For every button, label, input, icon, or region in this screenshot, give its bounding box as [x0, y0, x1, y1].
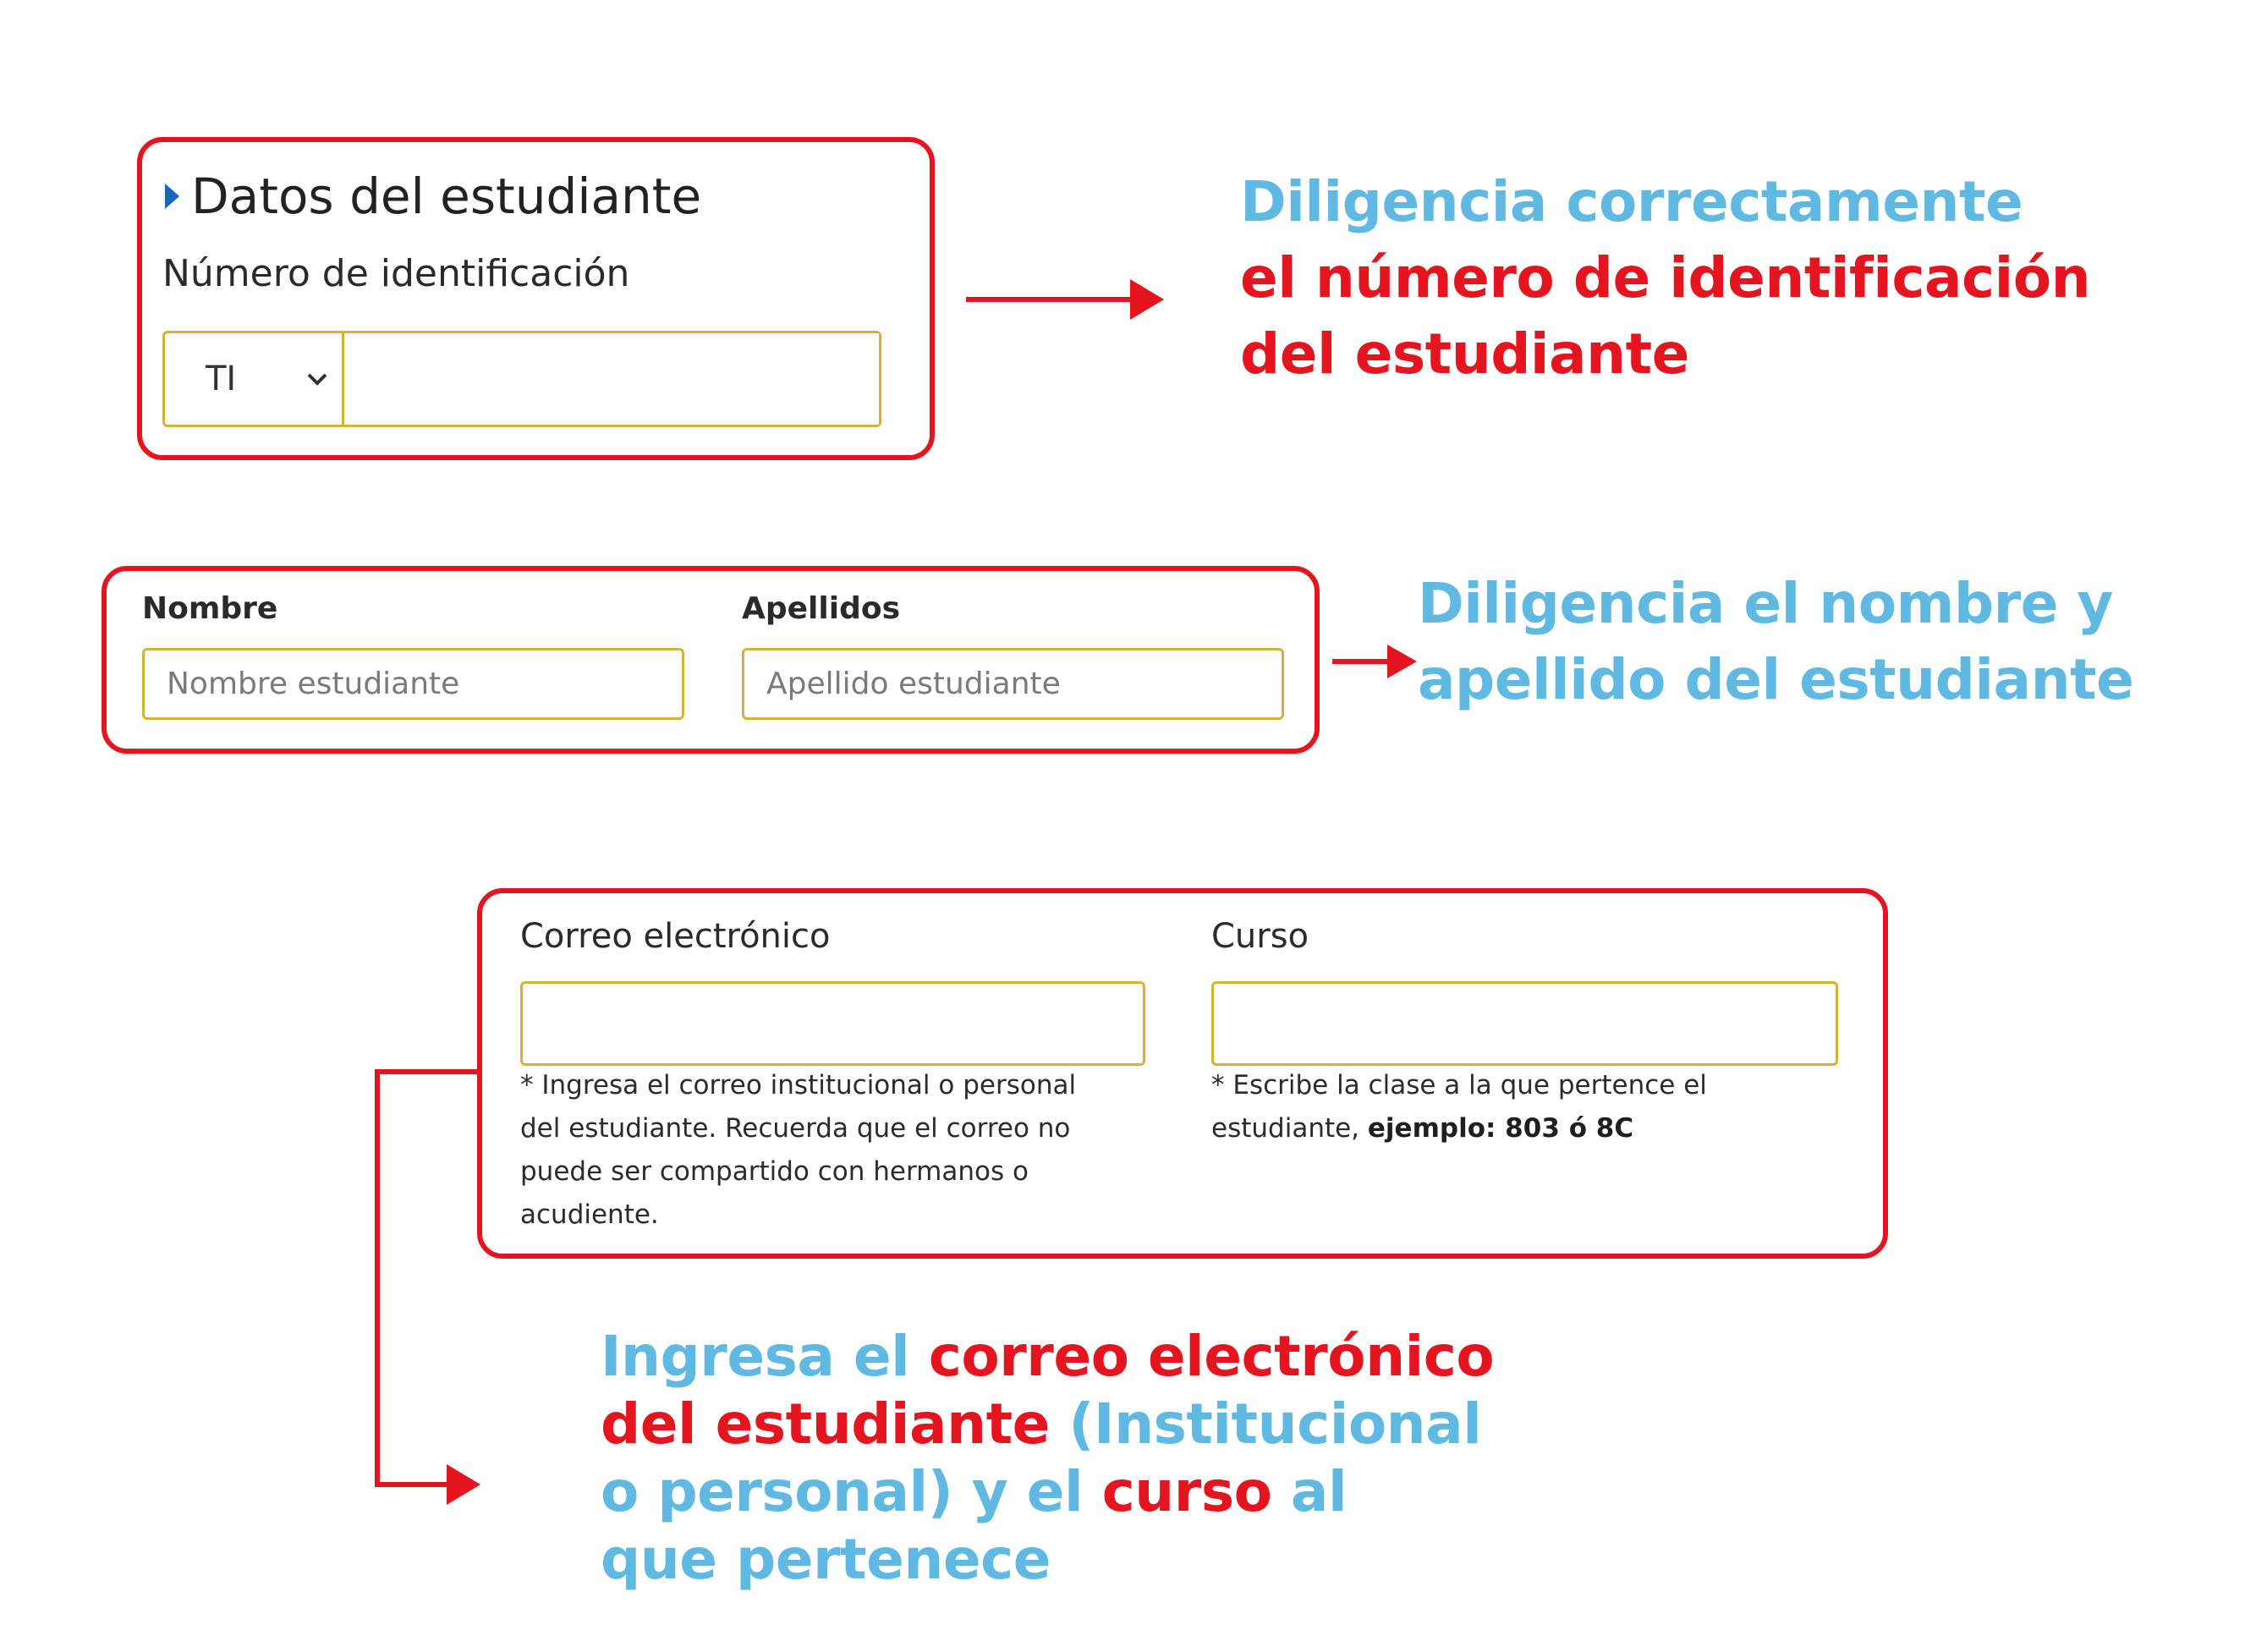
curso-hint-line: * Escribe la clase a la que pertence el [1211, 1070, 1707, 1100]
caret-right-icon [165, 184, 179, 209]
id-type-selected-value: TI [206, 359, 237, 398]
apellidos-label: Apellidos [742, 591, 900, 626]
annotation-name-line1: Diligencia el nombre y [1418, 571, 2113, 636]
annotation-text: Ingresa el [601, 1324, 929, 1389]
correo-hint-line: acudiente. [520, 1199, 659, 1230]
annotation-arrow-shaft [375, 1069, 480, 1074]
annotation-arrow-head [447, 1464, 480, 1505]
annotation-arrow-shaft [1332, 659, 1391, 664]
chevron-down-icon [305, 370, 330, 387]
annotation-arrow-head [1387, 645, 1417, 678]
annotation-contact-line4: que pertenece [601, 1527, 1051, 1592]
curso-label: Curso [1211, 917, 1309, 956]
curso-input[interactable] [1211, 981, 1838, 1066]
correo-hint-line: del estudiante. Recuerda que el correo no [520, 1113, 1071, 1144]
annotation-id-line3: del estudiante [1240, 321, 1689, 387]
id-input-group [162, 331, 881, 427]
section-title: Datos del estudiante [191, 167, 702, 225]
annotation-arrow-shaft [375, 1069, 380, 1487]
annotation-contact-line3 [601, 1459, 1347, 1524]
annotation-id-line1: Diligencia correctamente [1240, 169, 2023, 234]
annotation-text: (Institucional [1049, 1391, 1482, 1457]
curso-hint-text: estudiante, [1211, 1113, 1368, 1144]
annotation-arrow-head [1130, 279, 1164, 320]
correo-label: Correo electrónico [520, 917, 831, 956]
id-type-select[interactable] [165, 333, 344, 425]
annotation-id-line2: el número de identificación [1240, 245, 2091, 310]
annotation-text: correo electrónico [928, 1324, 1495, 1389]
correo-hint [520, 1064, 1163, 1237]
nombre-input[interactable] [142, 648, 684, 720]
curso-hint-example: ejemplo: 803 ó 8C [1367, 1113, 1634, 1144]
annotation-arrow-shaft [375, 1482, 451, 1487]
id-number-label: Número de identificación [162, 252, 630, 295]
annotation-name-line2: apellido del estudiante [1418, 647, 2134, 712]
annotation-arrow-shaft [966, 297, 1135, 302]
id-number-input[interactable] [344, 333, 879, 425]
annotation-contact-line1 [601, 1324, 1494, 1389]
annotation-text: al [1271, 1459, 1348, 1524]
annotation-contact-line2 [601, 1391, 1481, 1457]
annotation-text: o personal) y el [601, 1459, 1102, 1524]
curso-hint [1211, 1064, 1854, 1150]
apellidos-input[interactable] [742, 648, 1284, 720]
correo-input[interactable] [520, 981, 1145, 1066]
annotation-text: del estudiante [601, 1391, 1050, 1457]
correo-hint-line: puede ser compartido con hermanos o [520, 1156, 1029, 1187]
annotation-text: curso [1101, 1459, 1272, 1524]
nombre-label: Nombre [142, 591, 278, 626]
correo-hint-line: * Ingresa el correo institucional o personal [520, 1070, 1077, 1100]
curso-hint-line [1211, 1107, 1854, 1150]
